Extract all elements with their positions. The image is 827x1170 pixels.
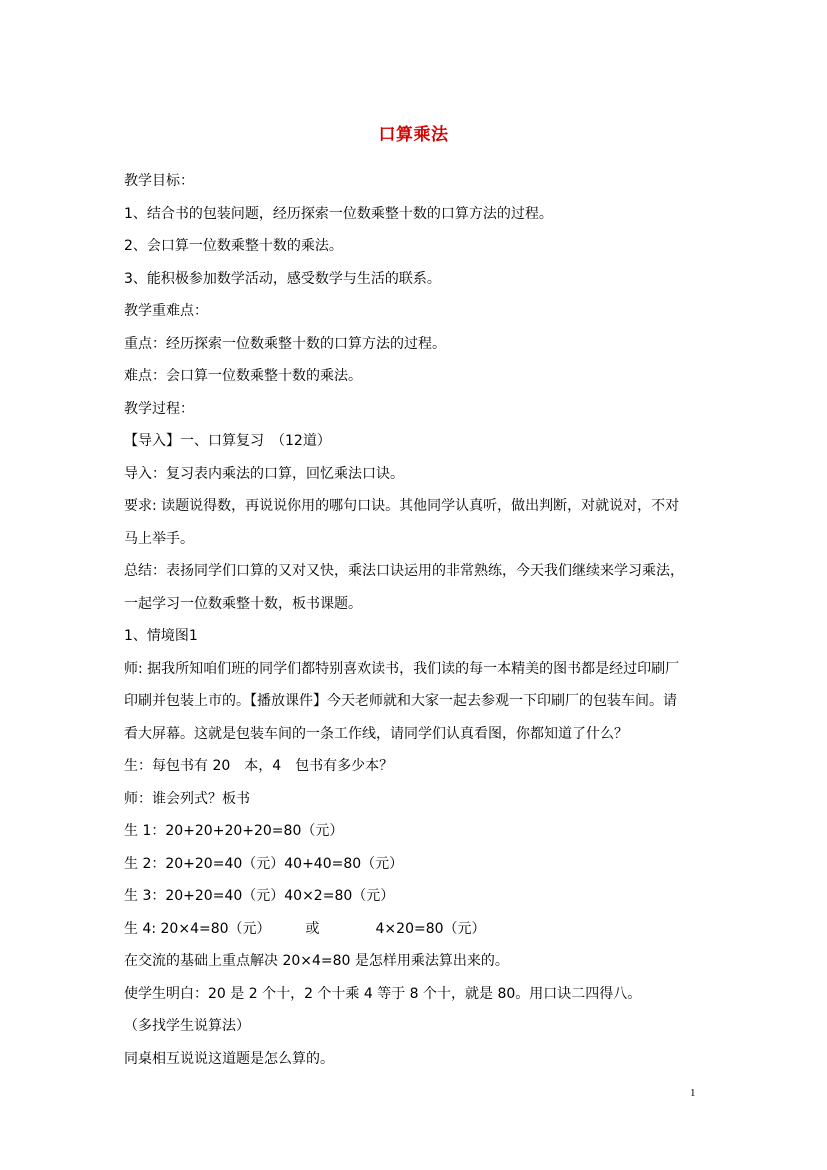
- paragraph-line: 马上举手。: [124, 531, 194, 547]
- paragraph-line: 生 2：20+20=40（元）40+40=80（元）: [124, 856, 404, 872]
- paragraph-line: 总结：表扬同学们口算的又对又快，乘法口诀运用的非常熟练，今天我们继续来学习乘法，: [124, 563, 684, 579]
- paragraph-line: 一起学习一位数乘整十数，板书课题。: [124, 596, 362, 612]
- paragraph-line: 看大屏幕。这就是包装车间的一条工作线，请同学们认真看图，你都知道了什么？: [124, 726, 628, 742]
- paragraph-line: 导入：复习表内乘法的口算，回忆乘法口诀。: [124, 466, 404, 482]
- paragraph-line: （多找学生说算法）: [124, 1018, 250, 1034]
- objective-item-3: 3、能积极参加数学活动，感受数学与生活的联系。: [124, 271, 441, 287]
- objective-item-2: 2、会口算一位数乘整十数的乘法。: [124, 238, 343, 254]
- paragraph-line: 印刷并包装上市的。【播放课件】今天老师就和大家一起去参观一下印刷厂的包装车间。请: [124, 693, 677, 709]
- paragraph-line: 要求: 读题说得数，再说说你用的哪句口诀。其他同学认真听，做出判断，对就说对，不对: [124, 498, 680, 514]
- section-heading-objectives: 教学目标：: [124, 173, 194, 189]
- section-heading-key-points: 教学重难点：: [124, 303, 208, 319]
- paragraph-line: 同桌相互说说这道题是怎么算的。: [124, 1051, 334, 1067]
- paragraph-line: 生 3：20+20=40（元）40×2=80（元）: [124, 888, 395, 904]
- page-number: 1: [690, 1087, 696, 1099]
- paragraph-line: 在交流的基础上重点解决 20×4=80 是怎样用乘法算出来的。: [124, 953, 509, 969]
- difficulty-line: 难点：会口算一位数乘整十数的乘法。: [124, 368, 362, 384]
- paragraph-line: 使学生明白：20 是 2 个十，2 个十乘 4 等于 8 个十，就是 80。用口诀二四得八。: [124, 986, 642, 1002]
- key-point-line: 重点：经历探索一位数乘整十数的口算方法的过程。: [124, 336, 446, 352]
- subsection-heading: 1、情境图1: [124, 628, 198, 644]
- paragraph-line: 师: 据我所知咱们班的同学们都特别喜欢读书，我们读的每一本精美的图书都是经过印刷厂: [124, 661, 680, 677]
- objective-item-1: 1、结合书的包装问题，经历探索一位数乘整十数的口算方法的过程。: [124, 206, 553, 222]
- document-title: 口算乘法: [378, 125, 449, 145]
- section-heading-process: 教学过程：: [124, 401, 194, 417]
- paragraph-line: 师：谁会列式？板书: [124, 791, 250, 807]
- paragraph-line: 生 4: 20×4=80（元） 或 4×20=80（元）: [124, 921, 486, 937]
- paragraph-line: 生：每包书有 20 本，4 包书有多少本？: [124, 758, 394, 774]
- paragraph-line: 生 1：20+20+20+20=80（元）: [124, 823, 344, 839]
- intro-heading: 【导入】一、口算复习 （12道）: [124, 433, 331, 449]
